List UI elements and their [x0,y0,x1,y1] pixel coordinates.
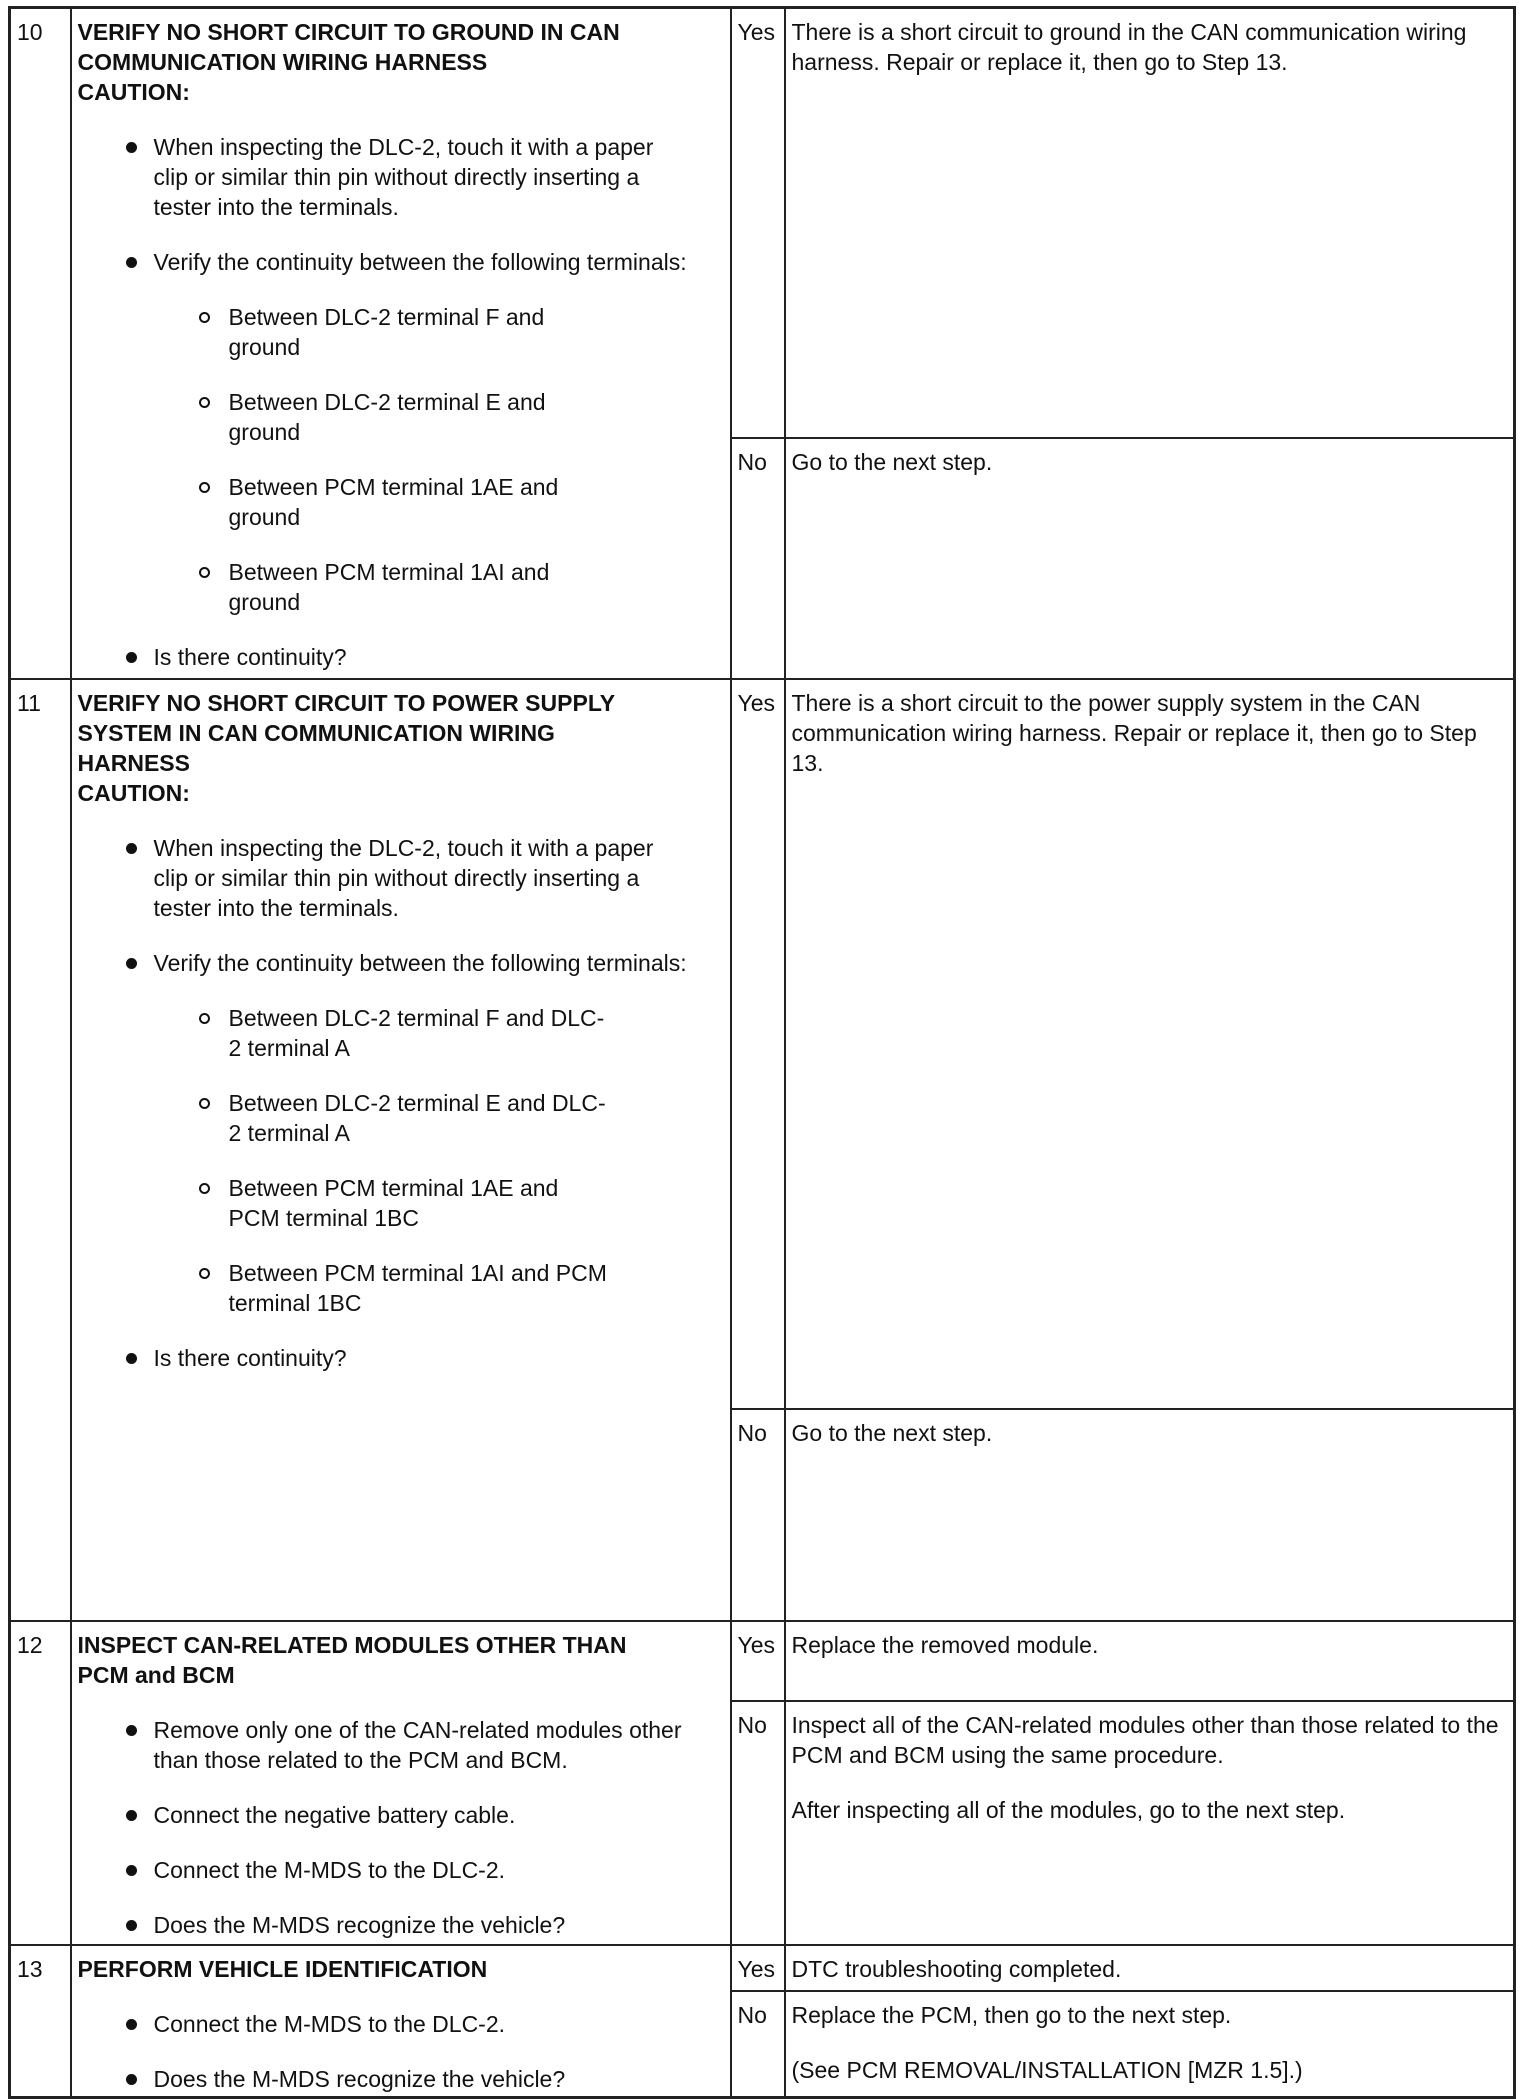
step-title: VERIFY NO SHORT CIRCUIT TO GROUND IN CAN COMMUNICATION WIRING HARNESS [77,19,620,75]
caution-label: CAUTION: [77,79,190,105]
step-11-yes-row [10,679,1515,1409]
yes-label: Yes [731,1945,785,1991]
no-label: No [731,1409,785,1621]
sub-bullet-list [78,1003,725,1318]
no-label: No [731,1701,785,1945]
step-number: 12 [10,1621,71,1945]
sub-bullet-item: Between PCM terminal 1AE and PCM terminal 1BC [78,1173,609,1233]
no-result-text: Replace the PCM, then go to the next step. [791,2002,1232,2028]
step-title: VERIFY NO SHORT CIRCUIT TO POWER SUPPLY SYSTEM IN CAN COMMUNICATION WIRING HARNESS [77,690,615,776]
step-number: 10 [10,8,71,680]
no-label: No [731,1991,785,2098]
sub-bullet-item: Between DLC-2 terminal F and DLC-2 terminal A [78,1003,609,1063]
step-13-yes-row [10,1945,1515,1991]
bullet-item: Is there continuity? [78,642,725,672]
bullet-list [78,1343,725,1373]
no-result-text: Inspect all of the CAN-related modules other than those related to the PCM and BCM using the same procedure. [791,1712,1499,1769]
yes-result: Replace the removed module. [785,1621,1515,1701]
sub-bullet-item: Between PCM terminal 1AI and PCM terminal 1BC [78,1258,609,1318]
bullet-list [78,642,725,672]
bullet-item: Verify the continuity between the following terminals: [78,948,694,978]
step-action [71,8,731,680]
bullet-list [78,2009,725,2094]
no-result-text: (See PCM REMOVAL/INSTALLATION [MZR 1.5].) [791,2057,1303,2083]
yes-result: There is a short circuit to the power supply system in the CAN communication wiring harness. Repair or replace it, then go to Step 13. [785,679,1515,1409]
caution-label: CAUTION: [77,780,190,806]
yes-label: Yes [731,8,785,439]
no-result [785,1991,1515,2098]
step-action [71,679,731,1621]
step-title: INSPECT CAN-RELATED MODULES OTHER THAN PCM and BCM [77,1632,627,1688]
step-12-yes-row [10,1621,1515,1701]
yes-label: Yes [731,679,785,1409]
sub-bullet-item: Between DLC-2 terminal F and ground [78,302,609,362]
bullet-item: Does the M-MDS recognize the vehicle? [78,1910,725,1940]
bullet-list [78,132,725,277]
bullet-item: Connect the M-MDS to the DLC-2. [78,1855,725,1885]
bullet-text: Verify the continuity between the following terminals: [153,249,687,275]
bullet-item: When inspecting the DLC-2, touch it with a paper clip or similar thin pin without directly inserting a tester into the terminals. [78,132,694,222]
no-result [785,1701,1515,1945]
bullet-list [78,833,725,978]
yes-result: There is a short circuit to ground in the CAN communication wiring harness. Repair or replace it, then go to Step 13. [785,8,1515,439]
bullet-item: When inspecting the DLC-2, touch it with a paper clip or similar thin pin without directly inserting a tester into the terminals. [78,833,694,923]
sub-bullet-item: Between DLC-2 terminal E and DLC-2 terminal A [78,1088,609,1148]
sub-bullet-item: Between PCM terminal 1AE and ground [78,472,609,532]
bullet-item: Remove only one of the CAN-related modules other than those related to the PCM and BCM. [78,1715,694,1775]
bullet-item: Does the M-MDS recognize the vehicle? [78,2064,725,2094]
step-title: PERFORM VEHICLE IDENTIFICATION [77,1956,488,1982]
bullet-item: Connect the M-MDS to the DLC-2. [78,2009,725,2039]
bullet-list [78,1715,725,1940]
bullet-item: Connect the negative battery cable. [78,1800,725,1830]
sub-bullet-list [78,302,725,617]
no-result-text: After inspecting all of the modules, go to the next step. [791,1797,1346,1824]
sub-bullet-item: Between PCM terminal 1AI and ground [78,557,609,617]
yes-result: DTC troubleshooting completed. [785,1945,1515,1991]
step-number: 11 [10,679,71,1621]
yes-label: Yes [731,1621,785,1701]
bullet-item: Is there continuity? [78,1343,725,1373]
sub-bullet-item: Between DLC-2 terminal E and ground [78,387,609,447]
troubleshooting-table [8,6,1516,2099]
step-number: 13 [10,1945,71,2098]
no-result: Go to the next step. [785,1409,1515,1621]
no-result: Go to the next step. [785,438,1515,679]
no-label: No [731,438,785,679]
step-10-yes-row [10,8,1515,439]
bullet-item [78,247,694,277]
step-action [71,1945,731,2098]
step-action [71,1621,731,1945]
